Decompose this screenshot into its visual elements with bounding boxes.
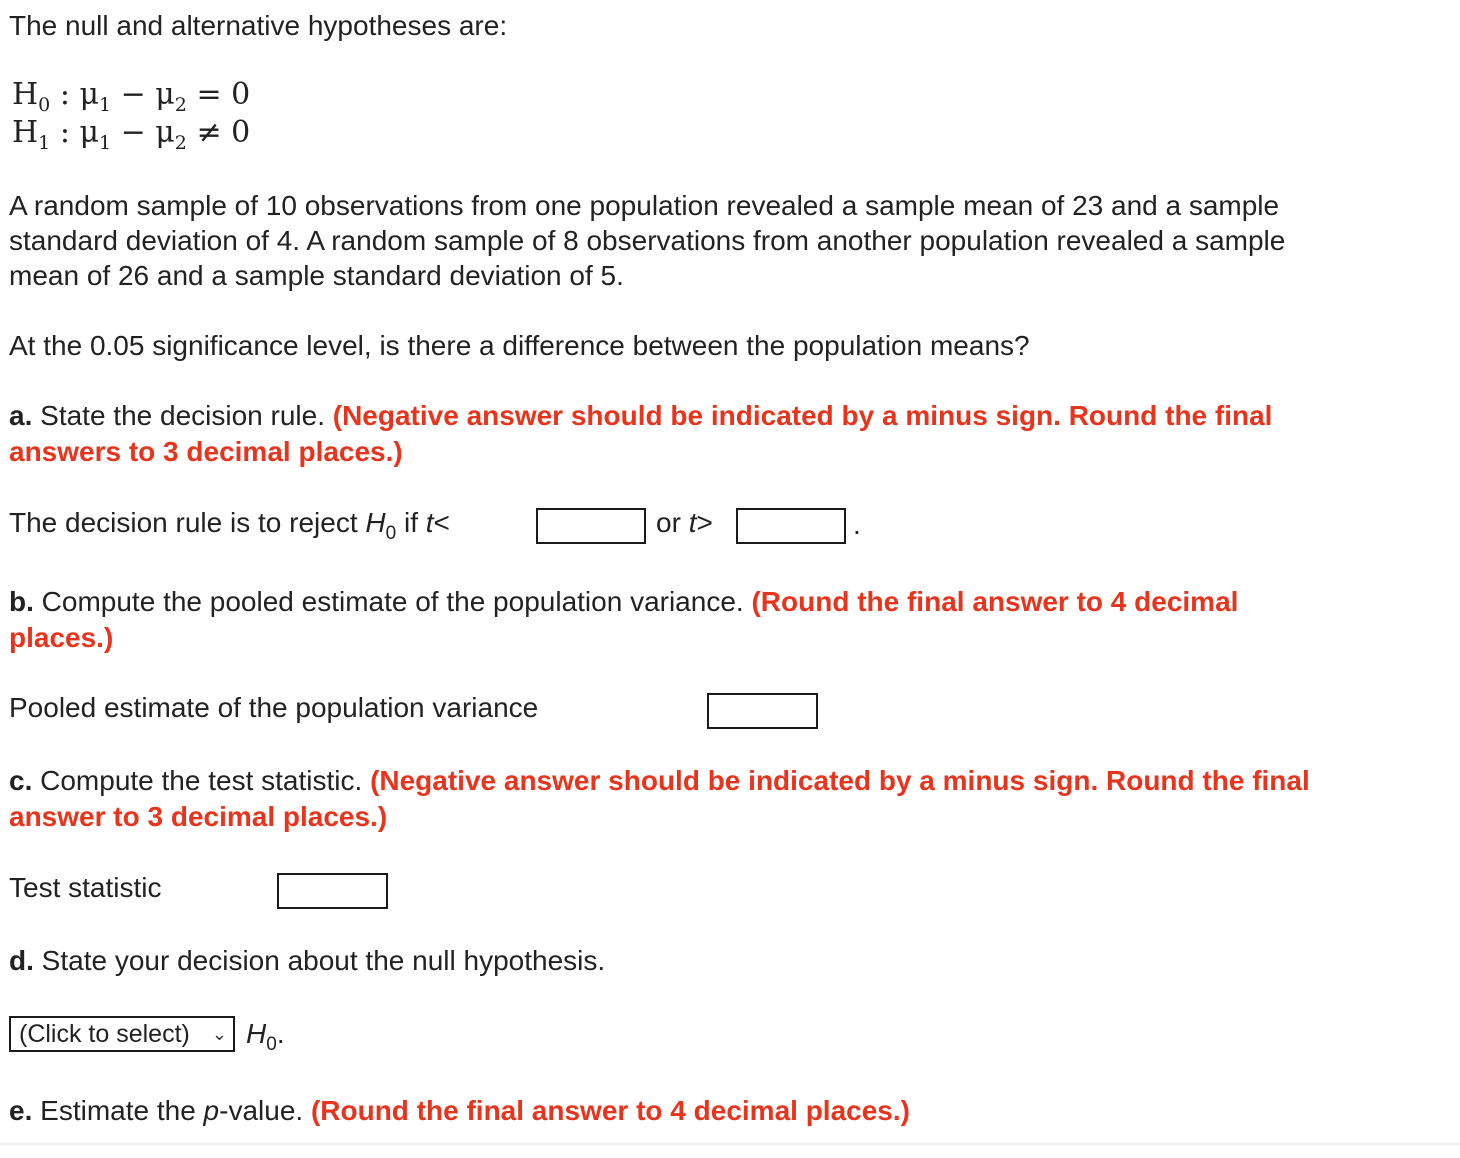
part-a-instruction: answers to 3 decimal places.)	[9, 436, 403, 467]
part-c-instruction: answer to 3 decimal places.)	[9, 801, 388, 832]
intro-text: The null and alternative hypotheses are:	[9, 10, 508, 41]
bottom-divider	[0, 1143, 1460, 1145]
pooled-variance-label: Pooled estimate of the population variance	[9, 692, 539, 723]
decision-rule-text: The decision rule is to reject $H_0$ if t<	[9, 507, 450, 544]
part-a-heading: a. State the decision rule. (Negative answer should be indicated by a minus sign. Round the final	[9, 400, 1273, 431]
test-statistic-label: Test statistic	[9, 872, 162, 903]
alternative-hypothesis: $H_1$ : $\mu_1 - \mu_2 \ne 0$	[12, 115, 251, 154]
part-c-heading: c. Compute the test statistic. (Negative answer should be indicated by a minus sign. Round the final	[9, 765, 1310, 796]
test-statistic-input[interactable]	[277, 873, 388, 909]
part-b-heading: b. Compute the pooled estimate of the population variance. (Round the final answer to 4 decimal	[9, 586, 1239, 617]
decision-h0-text: $H_0$.	[246, 1018, 285, 1055]
part-d-heading: d. State your decision about the null hypothesis.	[9, 945, 606, 976]
problem-line-1: A random sample of 10 observations from one population revealed a sample mean of 23 and a sample	[9, 190, 1280, 221]
or-text: or t>	[656, 507, 713, 538]
problem-line-3: mean of 26 and a sample standard deviation of 5.	[9, 260, 624, 291]
pooled-variance-input[interactable]	[707, 693, 818, 729]
rule-period: .	[853, 509, 861, 540]
lower-critical-value-input[interactable]	[536, 508, 646, 544]
chevron-down-icon: ⌄	[211, 1024, 227, 1044]
decision-select-value: (Click to select)	[19, 1020, 190, 1048]
decision-select[interactable]	[9, 1016, 235, 1052]
part-b-instruction: places.)	[9, 622, 114, 653]
part-e-heading: e. Estimate the p-value. (Round the final answer to 4 decimal places.)	[9, 1095, 910, 1126]
upper-critical-value-input[interactable]	[736, 508, 846, 544]
problem-line-2: standard deviation of 4. A random sample of 8 observations from another population revealed a sample	[9, 225, 1286, 256]
question-text: At the 0.05 significance level, is there a difference between the population means?	[9, 330, 1030, 361]
null-hypothesis: $H_0$ : $\mu_1 - \mu_2 = 0$	[12, 77, 251, 116]
